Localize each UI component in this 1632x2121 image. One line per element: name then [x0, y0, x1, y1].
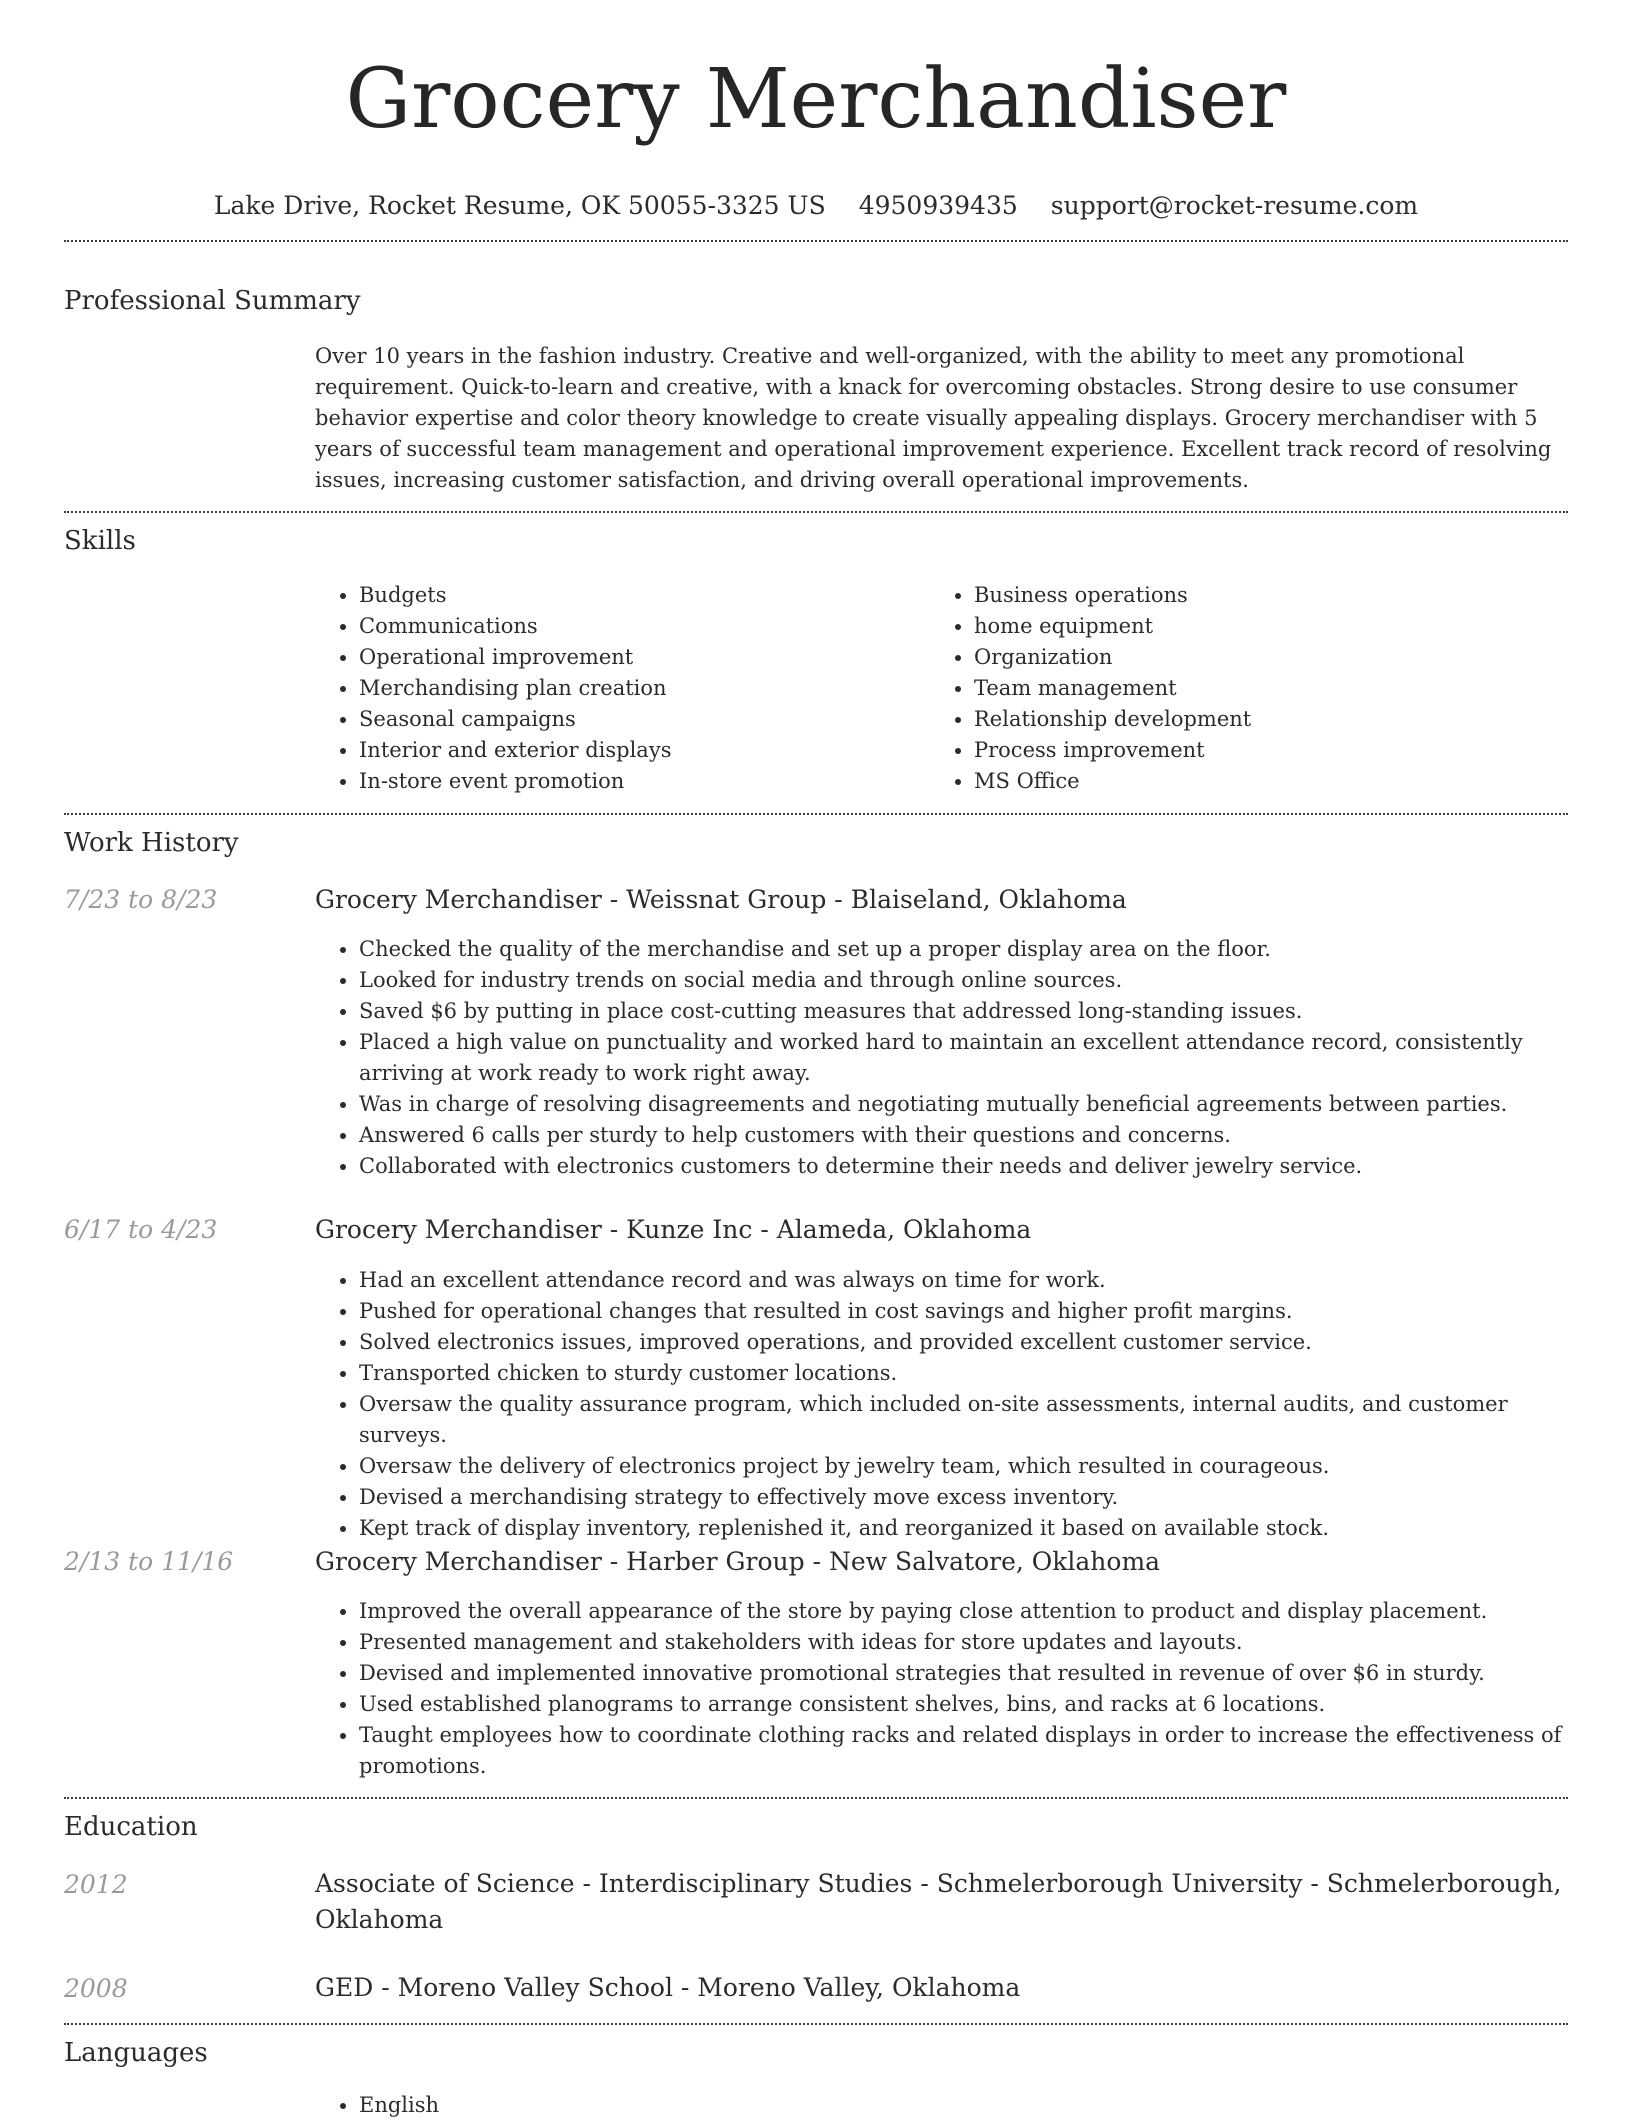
section-divider [64, 1797, 1568, 1799]
skill-item: • Budgets [359, 580, 915, 611]
education-heading: Education [64, 1812, 198, 1842]
contact-email: support@rocket-resume.com [1050, 191, 1419, 220]
education-year: 2012 [64, 1870, 128, 1899]
job-bullet: • Pushed for operational changes that resulted in cost savings and higher profit margins. [359, 1296, 1568, 1327]
job-bullet: • Taught employees how to coordinate clothing racks and related displays in order to increase the effectiveness of promotions. [359, 1720, 1568, 1782]
job-bullet: • Improved the overall appearance of the store by paying close attention to product and display placement. [359, 1596, 1568, 1627]
job-bullet: • Was in charge of resolving disagreements and negotiating mutually beneficial agreements between parties. [359, 1089, 1568, 1120]
job-company: Harber Group [626, 1547, 805, 1576]
job-bullet: • Presented management and stakeholders with ideas for store updates and layouts. [359, 1627, 1568, 1658]
summary-text: Over 10 years in the fashion industry. Creative and well-organized, with the ability to meet any promotional requirement. Quick-to-learn and creative, with a knack for overcoming obstacles. Strong desire to use consumer behavior expertise and color theory knowledge to create visually appealing displays. Grocery merchandiser with 5 years of successful team management and operational improvement experience. Excellent track record of resolving issues, increasing customer satisfaction, and driving overall operational improvements. [315, 344, 1552, 492]
job-bullet: • Answered 6 calls per sturdy to help customers with their questions and concerns. [359, 1120, 1568, 1151]
job-bullet: • Oversaw the quality assurance program, which included on-site assessments, internal audits, and customer surveys. [359, 1389, 1568, 1451]
job-bullet: • Had an excellent attendance record and was always on time for work. [359, 1265, 1568, 1296]
candidate-name: Grocery Merchandiser [345, 52, 1287, 147]
job-dates: 7/23 to 8/23 [64, 885, 218, 914]
job-bullet: • Oversaw the delivery of electronics project by jewelry team, which resulted in courageous. [359, 1451, 1568, 1482]
skill-item: • Process improvement [974, 735, 1530, 766]
job-bullet: • Collaborated with electronics customers to determine their needs and deliver jewelry service. [359, 1151, 1568, 1182]
contact-line [0, 190, 1632, 222]
skill-item: • Communications [359, 611, 915, 642]
skill-item: • Relationship development [974, 704, 1530, 735]
skill-item: • Organization [974, 642, 1530, 673]
education-school: Schmelerborough University [936, 1869, 1303, 1898]
skills-column-left [315, 580, 915, 797]
job-bullets [315, 934, 1568, 1182]
languages-list [315, 2090, 1568, 2121]
resume-header [0, 0, 1632, 222]
job-bullet: • Used established planograms to arrange consistent shelves, bins, and racks at 6 locations. [359, 1689, 1568, 1720]
section-divider [64, 240, 1568, 242]
education-entry: GED - Moreno Valley School - Moreno Valley, Oklahoma [315, 1973, 1021, 2002]
contact-address: Lake Drive, Rocket Resume, OK 50055-3325 US [213, 191, 826, 220]
languages-heading: Languages [64, 2038, 208, 2068]
education-location: Moreno Valley, Oklahoma [697, 1973, 1021, 2002]
job-dates: 6/17 to 4/23 [64, 1215, 218, 1244]
skill-item: • Interior and exterior displays [359, 735, 915, 766]
job-title: Grocery Merchandiser - Weissnat Group - Blaiseland, Oklahoma [315, 885, 1127, 914]
job-location: Blaiseland, Oklahoma [850, 885, 1127, 914]
work-history-heading: Work History [64, 828, 239, 858]
job-role: Grocery Merchandiser [315, 885, 602, 914]
skills-column-right [930, 580, 1530, 797]
job-dates: 2/13 to 11/16 [64, 1547, 234, 1576]
job-bullets [315, 1265, 1568, 1544]
job-bullet: • Solved electronics issues, improved operations, and provided excellent customer service. [359, 1327, 1568, 1358]
job-bullet: • Kept track of display inventory, replenished it, and reorganized it based on available stock. [359, 1513, 1568, 1544]
education-location: Schmelerborough, Oklahoma [315, 1869, 1562, 1934]
education-field: Interdisciplinary Studies [598, 1869, 913, 1898]
skill-item: • Seasonal campaigns [359, 704, 915, 735]
job-title: Grocery Merchandiser - Harber Group - New Salvatore, Oklahoma [315, 1547, 1161, 1576]
job-company: Weissnat Group [626, 885, 827, 914]
skill-item: • Operational improvement [359, 642, 915, 673]
job-bullet: • Looked for industry trends on social media and through online sources. [359, 965, 1568, 996]
skill-item: • In-store event promotion [359, 766, 915, 797]
job-location: New Salvatore, Oklahoma [828, 1547, 1161, 1576]
job-bullets [315, 1596, 1568, 1782]
language-item: • English [359, 2090, 1568, 2121]
job-bullet: • Saved $6 by putting in place cost-cutting measures that addressed long-standing issues. [359, 996, 1568, 1027]
job-bullet: • Checked the quality of the merchandise and set up a proper display area on the floor. [359, 934, 1568, 965]
job-role: Grocery Merchandiser [315, 1547, 602, 1576]
skill-item: • Business operations [974, 580, 1530, 611]
contact-phone: 4950939435 [858, 191, 1018, 220]
section-divider [64, 813, 1568, 815]
skill-item: • MS Office [974, 766, 1530, 797]
education-degree: GED [315, 1973, 374, 2002]
summary-heading: Professional Summary [64, 286, 361, 316]
job-bullet: • Transported chicken to sturdy customer locations. [359, 1358, 1568, 1389]
section-divider [64, 2023, 1568, 2025]
job-title: Grocery Merchandiser - Kunze Inc - Alameda, Oklahoma [315, 1215, 1032, 1244]
skill-item: • Team management [974, 673, 1530, 704]
skills-heading: Skills [64, 526, 136, 556]
education-entry: Associate of Science - Interdisciplinary Studies - Schmelerborough University - Schmelerborough, Oklahoma [315, 1869, 1562, 1934]
job-company: Kunze Inc [626, 1215, 753, 1244]
job-bullet: • Devised and implemented innovative promotional strategies that resulted in revenue of over $6 in sturdy. [359, 1658, 1568, 1689]
job-location: Alameda, Oklahoma [776, 1215, 1032, 1244]
skill-item: • home equipment [974, 611, 1530, 642]
education-degree: Associate of Science [315, 1869, 575, 1898]
job-bullet: • Placed a high value on punctuality and worked hard to maintain an excellent attendance record, consistently arriving at work ready to work right away. [359, 1027, 1568, 1089]
education-year: 2008 [64, 1974, 128, 2003]
education-school: Moreno Valley School [397, 1973, 673, 2002]
skill-item: • Merchandising plan creation [359, 673, 915, 704]
job-bullet: • Devised a merchandising strategy to effectively move excess inventory. [359, 1482, 1568, 1513]
job-role: Grocery Merchandiser [315, 1215, 602, 1244]
section-divider [64, 511, 1568, 513]
